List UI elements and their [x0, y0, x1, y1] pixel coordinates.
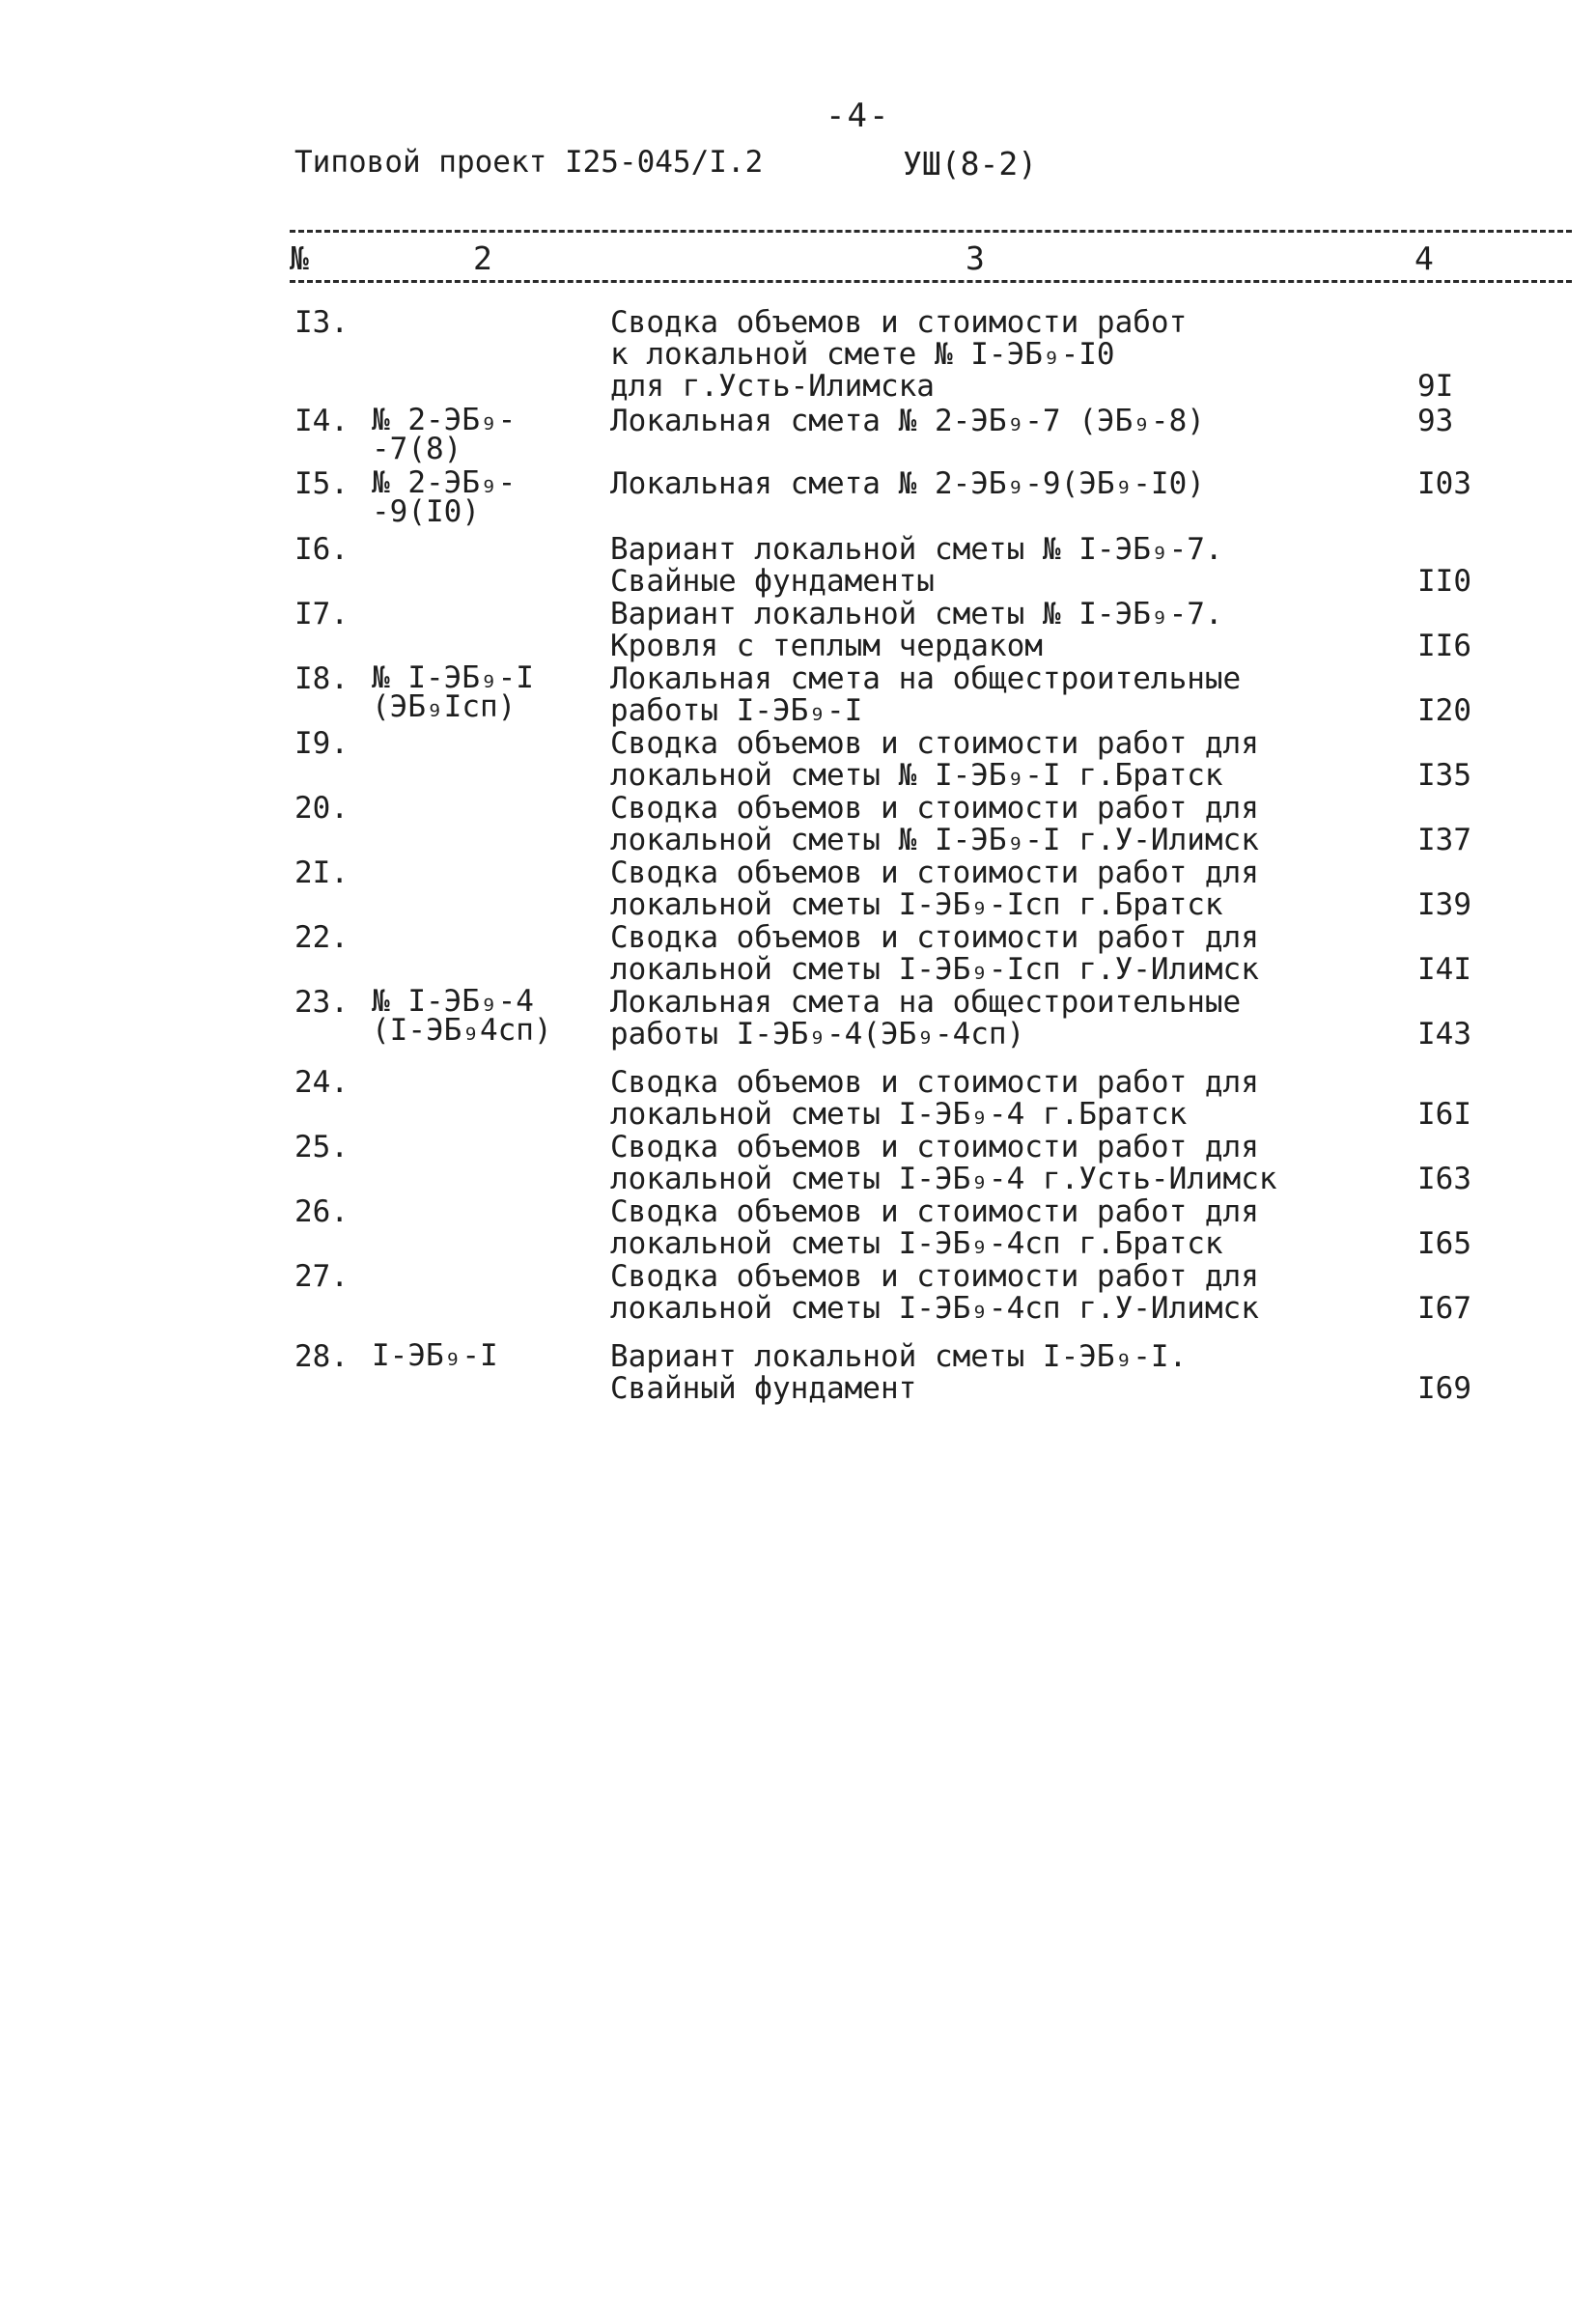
row-description: Вариант локальной сметы I-ЭБ₉-I. Свайный фундамент: [610, 1339, 1188, 1406]
row-description: Локальная смета на общестроительные работы I-ЭБ₉-4(ЭБ₉-4сп): [610, 985, 1242, 1052]
column-header-reference: 2: [473, 239, 492, 277]
row-description: Локальная смета № 2-ЭБ₉-7 (ЭБ₉-8): [610, 404, 1205, 438]
row-reference: № I-ЭБ₉-I (ЭБ₉Iсп): [372, 660, 534, 724]
row-reference: № I-ЭБ₉-4 (I-ЭБ₉4сп): [372, 984, 552, 1048]
row-number: I8.: [294, 661, 349, 696]
row-number: 24.: [294, 1065, 349, 1100]
column-header-number: №: [290, 239, 309, 277]
row-page-number: I4I: [1417, 952, 1471, 987]
row-number: 25.: [294, 1130, 349, 1164]
table-top-divider: [290, 230, 1572, 233]
row-number: 22.: [294, 920, 349, 955]
row-page-number: II6: [1417, 629, 1471, 663]
row-description: Сводка объемов и стоимости работ для локальной сметы I-ЭБ₉-4сп г.Братск: [610, 1194, 1259, 1261]
row-number: I7.: [294, 597, 349, 631]
column-header-page: 4: [1414, 239, 1434, 277]
row-page-number: I20: [1417, 693, 1471, 728]
row-number: I3.: [294, 305, 349, 340]
row-page-number: 93: [1417, 404, 1454, 438]
row-number: I4.: [294, 404, 349, 438]
row-description: Сводка объемов и стоимости работ для локальной сметы I-ЭБ₉-4сп г.У-Илимск: [610, 1259, 1259, 1326]
table-header-divider: [290, 280, 1572, 283]
row-number: I6.: [294, 532, 349, 567]
row-description: Локальная смета № 2-ЭБ₉-9(ЭБ₉-I0): [610, 466, 1205, 501]
row-number: 23.: [294, 985, 349, 1020]
row-page-number: I69: [1417, 1371, 1471, 1406]
row-reference: I-ЭБ₉-I: [372, 1338, 498, 1373]
row-page-number: I03: [1417, 466, 1471, 501]
row-description: Вариант локальной сметы № I-ЭБ₉-7. Кровля с теплым чердаком: [610, 597, 1223, 663]
row-number: 27.: [294, 1259, 349, 1294]
row-description: Сводка объемов и стоимости работ для локальной сметы I-ЭБ₉-Iсп г.У-Илимск: [610, 920, 1259, 987]
row-page-number: I37: [1417, 823, 1471, 857]
row-number: 20.: [294, 791, 349, 826]
column-header-description: 3: [966, 239, 985, 277]
row-description: Локальная смета на общестроительные работы I-ЭБ₉-I: [610, 661, 1242, 728]
row-number: I5.: [294, 466, 349, 501]
project-code: УШ(8-2): [903, 145, 1038, 182]
row-number: I9.: [294, 726, 349, 761]
row-page-number: I6I: [1417, 1097, 1471, 1132]
row-number: 2I.: [294, 855, 349, 890]
row-page-number: I63: [1417, 1162, 1471, 1196]
page-number: -4-: [826, 97, 891, 135]
row-description: Сводка объемов и стоимости работ для локальной сметы I-ЭБ₉-4 г.Братск: [610, 1065, 1259, 1132]
row-page-number: I43: [1417, 1017, 1471, 1052]
row-description: Сводка объемов и стоимости работ для локальной сметы № I-ЭБ₉-I г.Братск: [610, 726, 1259, 793]
row-page-number: I67: [1417, 1291, 1471, 1326]
row-description: Вариант локальной сметы № I-ЭБ₉-7. Свайные фундаменты: [610, 532, 1223, 599]
row-description: Сводка объемов и стоимости работ для локальной сметы I-ЭБ₉-Iсп г.Братск: [610, 855, 1259, 922]
row-description: Сводка объемов и стоимости работ для локальной сметы I-ЭБ₉-4 г.Усть-Илимск: [610, 1130, 1277, 1196]
row-page-number: I35: [1417, 758, 1471, 793]
project-title: Типовой проект I25-045/I.2: [294, 145, 764, 180]
row-page-number: II0: [1417, 564, 1471, 599]
row-number: 26.: [294, 1194, 349, 1229]
row-page-number: 9I: [1417, 369, 1454, 404]
row-page-number: I39: [1417, 887, 1471, 922]
row-number: 28.: [294, 1339, 349, 1374]
row-description: Сводка объемов и стоимости работ для локальной сметы № I-ЭБ₉-I г.У-Илимск: [610, 791, 1259, 857]
row-description: Сводка объемов и стоимости работ к локальной смете № I-ЭБ₉-I0 для г.Усть-Илимска: [610, 305, 1188, 404]
row-page-number: I65: [1417, 1226, 1471, 1261]
row-reference: № 2-ЭБ₉- -7(8): [372, 403, 517, 466]
row-reference: № 2-ЭБ₉- -9(I0): [372, 465, 517, 529]
